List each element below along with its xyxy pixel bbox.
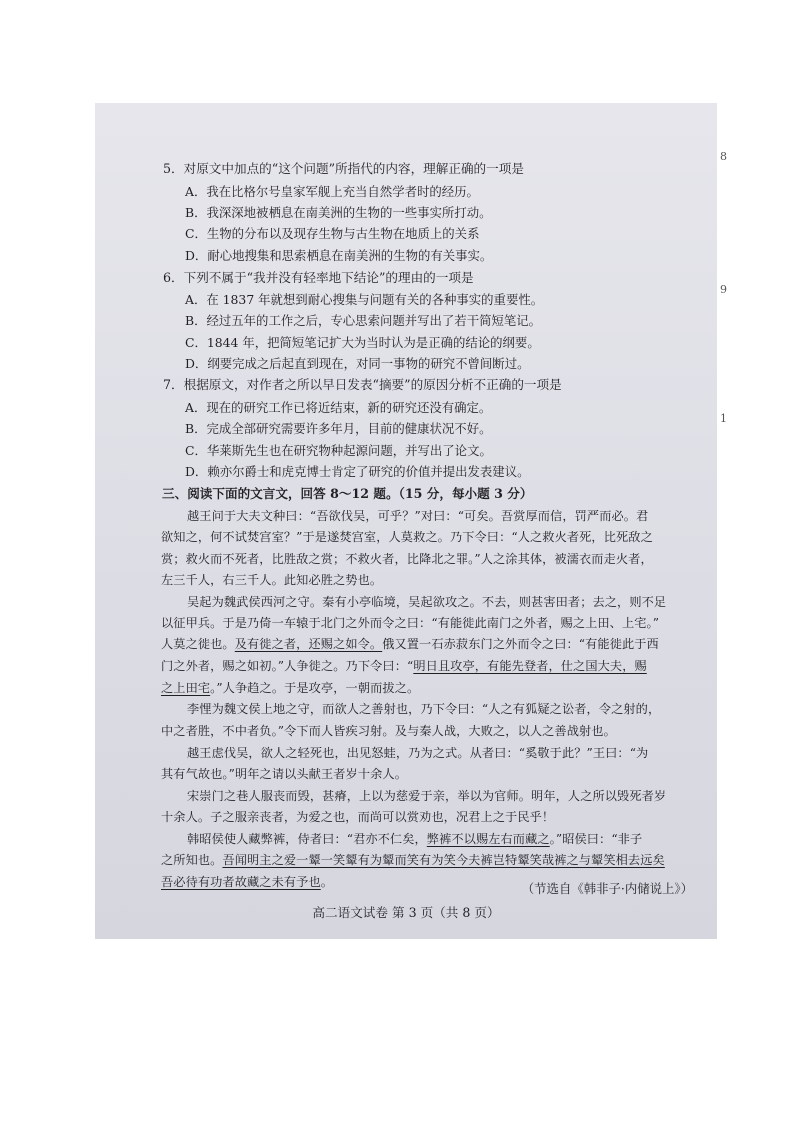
- passage-source: （节选自《韩非子·内储说上》）: [521, 881, 693, 896]
- underlined-sentence-1: 及有徙之者，还赐之如令。: [234, 637, 383, 651]
- passage-line: 李悝为魏文侯上地之守，而欲人之善射也，乃下令曰：“人之有狐疑之讼者，令之射的，: [187, 702, 661, 716]
- underlined-punctuation-sentence-a: 吾闻明主之爱一颦一笑颦有为颦而笑有为笑今夫裤岂特颦笑哉裤之与颦笑相去远矣: [222, 853, 665, 867]
- passage-segment: 。: [320, 875, 334, 889]
- question-6-option-a: A．在 1837 年就想到耐心搜集与问题有关的各种事实的重要性。: [185, 292, 544, 307]
- question-5-option-a: A．我在比格尔号皇家军舰上充当自然学者时的经历。: [185, 184, 479, 199]
- underlined-punctuation-sentence-b: 吾必待有功者故藏之未有予也: [161, 875, 321, 889]
- underlined-sentence-2b: 之上田宅: [161, 681, 211, 695]
- passage-segment: 。”昭侯曰：“非子: [549, 832, 643, 846]
- passage-line: 宋崇门之巷人服丧而毁，甚瘠，上以为慈爱于亲，举以为官师。明年，人之所以毁死者岁: [187, 789, 667, 803]
- passage-line: 其有气故也。”明年之请以头献王者岁十余人。: [161, 767, 407, 781]
- passage-line: [161, 872, 333, 892]
- question-7-stem: 7．根据原文，对作者之所以早日发表“摘要”的原因分析不正确的一项是: [163, 377, 562, 392]
- question-7-option-b: B．完成全部研究需要许多年月，目前的健康状况不好。: [185, 421, 492, 436]
- passage-line: [161, 850, 665, 870]
- passage-line: [161, 678, 419, 698]
- passage-segment: 韩昭侯使人藏弊裤，侍者曰：“君亦不仁矣，: [187, 832, 427, 846]
- passage-line: 赏；救火而不死者，比胜敌之赏；不救火者，比降北之罪。”人之涂其体，被濡衣而走火者，: [161, 552, 653, 566]
- edge-mark: 8: [720, 150, 727, 163]
- question-5-stem: 5．对原文中加点的“这个问题”所指代的内容，理解正确的一项是: [163, 161, 524, 176]
- exam-page: [95, 103, 717, 939]
- edge-mark: 1: [720, 412, 727, 425]
- section-3-heading: 三、阅读下面的文言文，回答 8～12 题。（15 分，每小题 3 分）: [162, 486, 533, 501]
- passage-line: [161, 634, 659, 654]
- passage-line: 欲知之，何不试焚宫室？”于是遂焚宫室，人莫救之。乃下令曰：“人之救火者死，比死敌之: [161, 530, 653, 544]
- underlined-sentence-3: 弊裤不以赐左右而藏之: [426, 832, 550, 846]
- question-6-option-d: D．纲要完成之后起直到现在，对同一事物的研究不曾间断过。: [185, 356, 530, 371]
- passage-segment: 人莫之徙也。: [161, 637, 235, 651]
- passage-line: 十余人。子之服亲丧者，为爱之也，而尚可以赏劝也，况君上之于民乎！: [161, 810, 555, 824]
- passage-line: 吴起为魏武侯西河之守。秦有小亭临境，吴起欲攻之。不去，则甚害田者；去之，则不足: [187, 595, 667, 609]
- question-6-option-b: B．经过五年的工作之后，专心思索问题并写出了若干简短笔记。: [185, 313, 542, 328]
- page-content: [95, 103, 717, 939]
- passage-line: [161, 656, 647, 676]
- underlined-sentence-2a: 明日且攻亭，有能先登者，仕之国大夫，赐: [413, 659, 647, 673]
- question-7-option-a: A．现在的研究工作已将近结束，新的研究还没有确定。: [185, 400, 492, 415]
- passage-segment: 。”人争趋之。于是攻亭，一朝而拔之。: [210, 681, 420, 695]
- passage-segment: 门之外者，赐之如初。”人争徙之。乃下令曰：“: [161, 659, 414, 673]
- question-5-option-c: C．生物的分布以及现存生物与古生物在地质上的关系: [185, 226, 480, 241]
- page-footer: 高二语文试卷 第 3 页（共 8 页）: [312, 905, 500, 920]
- passage-line: 越王虑伐吴，欲人之轻死也，出见怒蛙，乃为之式。从者曰：“奚敬于此？”王曰：“为: [187, 746, 649, 760]
- question-7-option-d: D．赖亦尔爵士和虎克博士肯定了研究的价值并提出发表建议。: [185, 464, 530, 479]
- passage-segment: 俄又置一石赤菽东门之外而令之曰：“有能徙此于西: [382, 637, 659, 651]
- passage-line: 中之者胜，不中者负。”令下而人皆疾习射。及与秦人战，大败之，以人之善战射也。: [161, 724, 616, 738]
- question-5-option-b: B．我深深地被栖息在南美洲的生物的一些事实所打动。: [185, 205, 492, 220]
- passage-line: 左三千人，右三千人。此知必胜之势也。: [161, 573, 383, 587]
- passage-segment: 之所知也。: [161, 853, 223, 867]
- passage-line: 越王问于大夫文种曰：“吾欲伐吴，可乎？”对曰：“可矣。吾赏厚而信，罚严而必。君: [187, 509, 649, 523]
- passage-line: [187, 829, 642, 849]
- passage-line: 以征甲兵。于是乃倚一车辕于北门之外而令之曰：“有能徙此南门之外者，赐之上田、上宅。”: [161, 616, 660, 630]
- question-5-option-d: D．耐心地搜集和思索栖息在南美洲的生物的有关事实。: [185, 248, 493, 263]
- question-6-stem: 6．下列不属于“我并没有轻率地下结论”的理由的一项是: [163, 270, 474, 285]
- question-6-option-c: C．1844 年，把简短笔记扩大为当时认为是正确的结论的纲要。: [185, 335, 540, 350]
- question-7-option-c: C．华莱斯先生也在研究物种起源问题，并写出了论文。: [185, 443, 492, 458]
- edge-mark: 9: [720, 283, 727, 296]
